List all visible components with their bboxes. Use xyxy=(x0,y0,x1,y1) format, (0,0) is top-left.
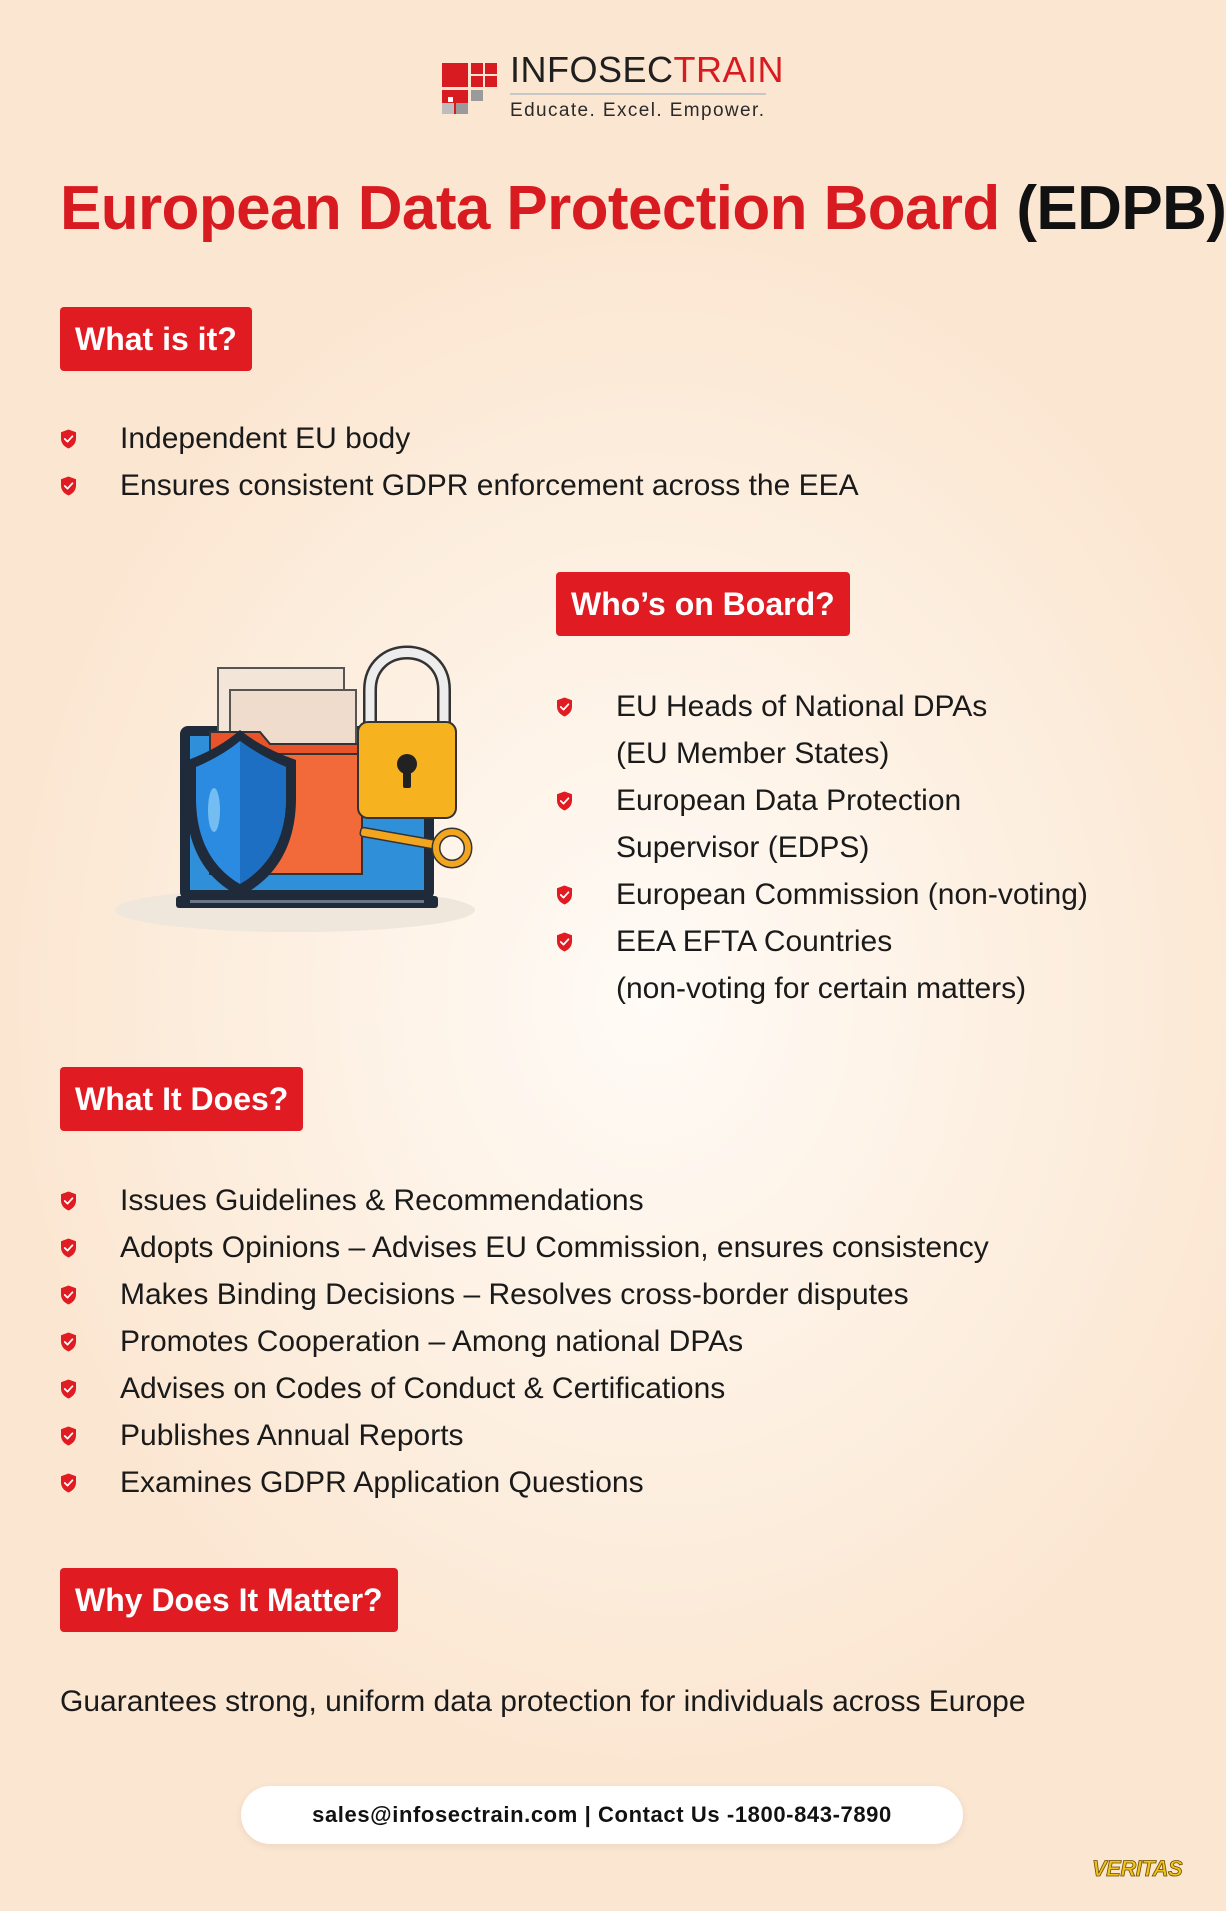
title-abbr: (EDPB) xyxy=(1016,174,1226,243)
list-item: Promotes Cooperation – Among national DPAs xyxy=(60,1318,989,1365)
shield-check-icon xyxy=(556,791,573,811)
shield-check-icon xyxy=(60,476,77,496)
data-security-illustration xyxy=(100,630,490,940)
shield-check-icon xyxy=(60,1473,77,1493)
brand-logo xyxy=(442,49,785,121)
shield-check-icon xyxy=(60,1285,77,1305)
section-heading-what-is-it: What is it? xyxy=(60,307,252,371)
watermark-logo: VERITAS xyxy=(1092,1856,1183,1881)
page-title xyxy=(60,174,1226,244)
logo-brand-part2: TRAIN xyxy=(673,49,785,90)
shield-check-icon xyxy=(60,429,77,449)
list-item: Publishes Annual Reports xyxy=(60,1412,989,1459)
list-item: Independent EU body xyxy=(60,415,859,462)
shield-check-icon xyxy=(556,885,573,905)
list-item: Makes Binding Decisions – Resolves cross-border disputes xyxy=(60,1271,989,1318)
logo-grid-icon xyxy=(442,59,498,115)
what-it-does-list xyxy=(60,1177,989,1506)
why-matter-text: Guarantees strong, uniform data protection for individuals across Europe xyxy=(60,1685,1026,1718)
logo-brand-part1: INFOSEC xyxy=(510,49,674,90)
logo-divider xyxy=(510,93,766,95)
section-heading-why-matter: Why Does It Matter? xyxy=(60,1568,398,1632)
list-item: EEA EFTA Countries (non-voting for certain matters) xyxy=(556,918,1088,1012)
section-heading-what-it-does: What It Does? xyxy=(60,1067,303,1131)
list-item: EU Heads of National DPAs (EU Member States) xyxy=(556,683,1088,777)
list-item: Examines GDPR Application Questions xyxy=(60,1459,989,1506)
logo-tagline: Educate. Excel. Empower. xyxy=(510,100,766,121)
list-item: Advises on Codes of Conduct & Certifications xyxy=(60,1365,989,1412)
shield-check-icon xyxy=(556,697,573,717)
list-item: Ensures consistent GDPR enforcement across the EEA xyxy=(60,462,859,509)
shield-check-icon xyxy=(556,932,573,952)
logo-wordmark xyxy=(510,49,785,90)
list-item: European Data Protection Supervisor (EDPS) xyxy=(556,777,1088,871)
contact-footer[interactable]: sales@infosectrain.com | Contact Us -1800-843-7890 xyxy=(241,1786,963,1844)
shield-check-icon xyxy=(60,1426,77,1446)
shield-check-icon xyxy=(60,1191,77,1211)
what-is-it-list xyxy=(60,415,859,509)
list-item: Adopts Opinions – Advises EU Commission, ensures consistency xyxy=(60,1224,989,1271)
shield-check-icon xyxy=(60,1332,77,1352)
list-item: Issues Guidelines & Recommendations xyxy=(60,1177,989,1224)
shield-check-icon xyxy=(60,1379,77,1399)
logo-text xyxy=(510,49,785,122)
shield-check-icon xyxy=(60,1238,77,1258)
whos-on-board-list xyxy=(556,683,1088,1012)
title-main: European Data Protection Board xyxy=(60,174,1000,243)
section-heading-whos-on-board: Who’s on Board? xyxy=(556,572,850,636)
list-item: European Commission (non-voting) xyxy=(556,871,1088,918)
